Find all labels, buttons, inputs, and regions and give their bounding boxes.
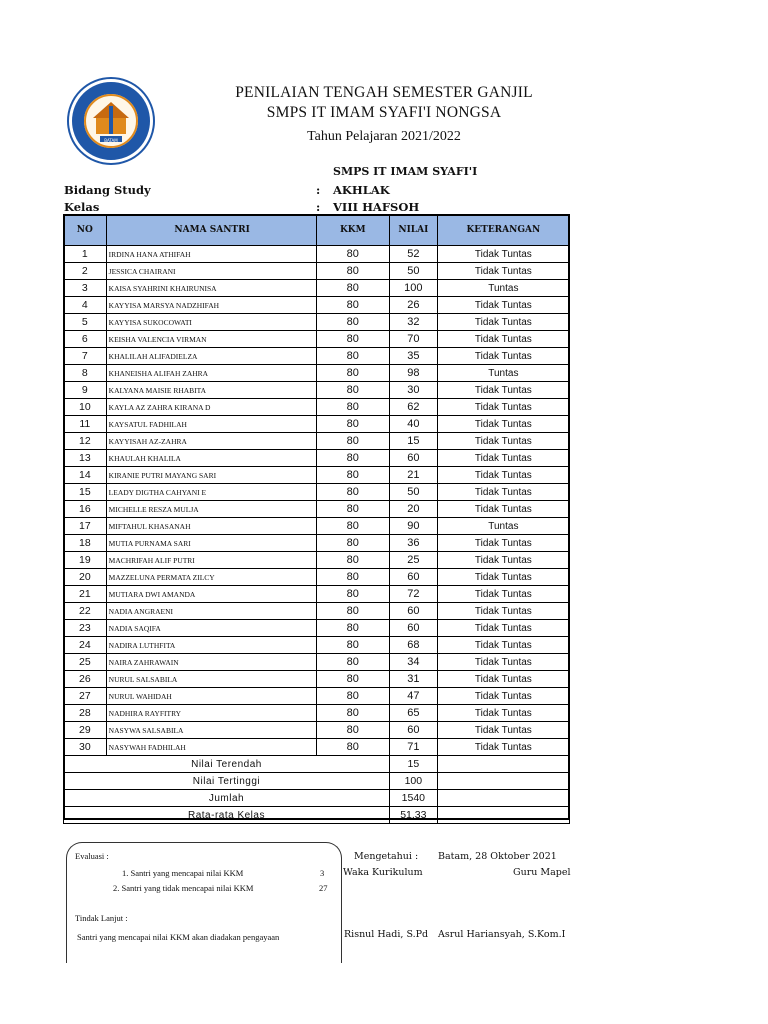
score-value: 71 bbox=[389, 739, 437, 756]
status-value: Tidak Tuntas bbox=[437, 603, 569, 620]
score-value: 30 bbox=[389, 382, 437, 399]
table-row bbox=[64, 416, 570, 433]
table-row bbox=[64, 280, 570, 297]
table-row bbox=[64, 535, 570, 552]
kkm-value: 80 bbox=[316, 433, 389, 450]
table-row bbox=[64, 586, 570, 603]
table-row bbox=[64, 467, 570, 484]
acknowledged-label: Mengetahui : bbox=[354, 851, 419, 862]
col-header-keterangan: KETERANGAN bbox=[437, 215, 569, 246]
table-row bbox=[64, 263, 570, 280]
table-row bbox=[64, 433, 570, 450]
kkm-value: 80 bbox=[316, 246, 389, 263]
table-row bbox=[64, 484, 570, 501]
status-value: Tidak Tuntas bbox=[437, 501, 569, 518]
kkm-value: 80 bbox=[316, 484, 389, 501]
table-row bbox=[64, 620, 570, 637]
student-name: NADIRA LUTHFITA bbox=[106, 637, 316, 654]
student-name: NURUL SALSABILA bbox=[106, 671, 316, 688]
row-number: 1 bbox=[64, 246, 107, 263]
evaluation-title: Evaluasi : bbox=[75, 851, 109, 861]
row-number: 29 bbox=[64, 722, 107, 739]
score-value: 50 bbox=[389, 484, 437, 501]
kkm-value: 80 bbox=[316, 654, 389, 671]
kkm-value: 80 bbox=[316, 331, 389, 348]
evaluation-failed-count: 27 bbox=[319, 883, 328, 893]
kkm-value: 80 bbox=[316, 280, 389, 297]
status-value: Tidak Tuntas bbox=[437, 654, 569, 671]
student-name: KALYANA MAISIE RHABITA bbox=[106, 382, 316, 399]
row-number: 8 bbox=[64, 365, 107, 382]
evaluation-box bbox=[66, 842, 342, 963]
status-value: Tuntas bbox=[437, 518, 569, 535]
score-value: 72 bbox=[389, 586, 437, 603]
row-number: 6 bbox=[64, 331, 107, 348]
teacher-role: Guru Mapel bbox=[513, 867, 571, 878]
student-name: KHALILAH ALIFADIELZA bbox=[106, 348, 316, 365]
kkm-value: 80 bbox=[316, 569, 389, 586]
col-header-no: NO bbox=[64, 215, 107, 246]
table-row bbox=[64, 382, 570, 399]
summary-label: Nilai Tertinggi bbox=[64, 773, 390, 790]
table-row bbox=[64, 365, 570, 382]
table-row bbox=[64, 518, 570, 535]
kkm-value: 80 bbox=[316, 518, 389, 535]
score-value: 70 bbox=[389, 331, 437, 348]
row-number: 27 bbox=[64, 688, 107, 705]
row-number: 17 bbox=[64, 518, 107, 535]
status-value: Tidak Tuntas bbox=[437, 314, 569, 331]
status-value: Tidak Tuntas bbox=[437, 535, 569, 552]
status-value: Tidak Tuntas bbox=[437, 586, 569, 603]
col-header-kkm: KKM bbox=[316, 215, 389, 246]
row-number: 20 bbox=[64, 569, 107, 586]
score-value: 36 bbox=[389, 535, 437, 552]
row-number: 30 bbox=[64, 739, 107, 756]
status-value: Tidak Tuntas bbox=[437, 399, 569, 416]
score-value: 34 bbox=[389, 654, 437, 671]
kkm-value: 80 bbox=[316, 416, 389, 433]
status-value: Tidak Tuntas bbox=[437, 569, 569, 586]
kkm-value: 80 bbox=[316, 365, 389, 382]
table-row bbox=[64, 297, 570, 314]
kkm-value: 80 bbox=[316, 450, 389, 467]
student-name: MICHELLE RESZA MULJA bbox=[106, 501, 316, 518]
row-number: 14 bbox=[64, 467, 107, 484]
kkm-value: 80 bbox=[316, 467, 389, 484]
kkm-value: 80 bbox=[316, 637, 389, 654]
table-row bbox=[64, 722, 570, 739]
score-value: 60 bbox=[389, 569, 437, 586]
row-number: 4 bbox=[64, 297, 107, 314]
status-value: Tidak Tuntas bbox=[437, 246, 569, 263]
followup-title: Tindak Lanjut : bbox=[75, 913, 128, 923]
row-number: 25 bbox=[64, 654, 107, 671]
teacher-name: Asrul Hariansyah, S.Kom.I bbox=[438, 929, 566, 940]
table-row bbox=[64, 331, 570, 348]
table-header-row bbox=[64, 215, 570, 246]
score-value: 68 bbox=[389, 637, 437, 654]
kkm-value: 80 bbox=[316, 535, 389, 552]
table-row bbox=[64, 654, 570, 671]
kkm-value: 80 bbox=[316, 705, 389, 722]
score-value: 60 bbox=[389, 603, 437, 620]
status-value: Tidak Tuntas bbox=[437, 671, 569, 688]
class-value: VIII HAFSOH bbox=[333, 200, 420, 214]
school-name: SMPS IT IMAM SYAFI'I NONGSA bbox=[266, 104, 502, 121]
status-value: Tuntas bbox=[437, 365, 569, 382]
status-value: Tidak Tuntas bbox=[437, 433, 569, 450]
row-number: 28 bbox=[64, 705, 107, 722]
status-value: Tidak Tuntas bbox=[437, 297, 569, 314]
student-name: NADIA SAQIFA bbox=[106, 620, 316, 637]
score-value: 25 bbox=[389, 552, 437, 569]
summary-empty-cell bbox=[437, 756, 569, 773]
status-value: Tidak Tuntas bbox=[437, 552, 569, 569]
evaluation-passed-count: 3 bbox=[320, 868, 325, 878]
status-value: Tidak Tuntas bbox=[437, 450, 569, 467]
score-value: 35 bbox=[389, 348, 437, 365]
kkm-value: 80 bbox=[316, 739, 389, 756]
table-row bbox=[64, 399, 570, 416]
row-number: 26 bbox=[64, 671, 107, 688]
row-number: 12 bbox=[64, 433, 107, 450]
grades-table bbox=[63, 214, 570, 824]
score-value: 90 bbox=[389, 518, 437, 535]
status-value: Tidak Tuntas bbox=[437, 688, 569, 705]
table-row bbox=[64, 739, 570, 756]
summary-value: 51.33 bbox=[389, 807, 437, 824]
evaluation-item-failed: 2. Santri yang tidak mencapai nilai KKM bbox=[113, 883, 254, 893]
evaluation-item-passed: 1. Santri yang mencapai nilai KKM bbox=[122, 868, 244, 878]
score-value: 20 bbox=[389, 501, 437, 518]
student-name: NASYWA SALSABILA bbox=[106, 722, 316, 739]
student-name: NURUL WAHIDAH bbox=[106, 688, 316, 705]
score-value: 47 bbox=[389, 688, 437, 705]
score-value: 60 bbox=[389, 722, 437, 739]
student-name: NADIA ANGRAENI bbox=[106, 603, 316, 620]
summary-label: Rata-rata Kelas bbox=[64, 807, 390, 824]
score-value: 52 bbox=[389, 246, 437, 263]
status-value: Tidak Tuntas bbox=[437, 484, 569, 501]
student-name: KAYLA AZ ZAHRA KIRANA D bbox=[106, 399, 316, 416]
score-value: 21 bbox=[389, 467, 437, 484]
score-value: 60 bbox=[389, 450, 437, 467]
student-name: KEISHA VALENCIA VIRMAN bbox=[106, 331, 316, 348]
row-number: 2 bbox=[64, 263, 107, 280]
student-name: MAZZELUNA PERMATA ZILCY bbox=[106, 569, 316, 586]
student-name: LEADY DIGTHA CAHYANI E bbox=[106, 484, 316, 501]
kkm-value: 80 bbox=[316, 399, 389, 416]
score-value: 100 bbox=[389, 280, 437, 297]
school-subtitle: SMPS IT IMAM SYAFI'I bbox=[333, 165, 478, 178]
table-row bbox=[64, 705, 570, 722]
kkm-value: 80 bbox=[316, 688, 389, 705]
row-number: 9 bbox=[64, 382, 107, 399]
student-name: KAYYISAH AZ-ZAHRA bbox=[106, 433, 316, 450]
row-number: 24 bbox=[64, 637, 107, 654]
table-row bbox=[64, 671, 570, 688]
student-name: KIRANIE PUTRI MAYANG SARI bbox=[106, 467, 316, 484]
student-name: KAYSATUL FADHILAH bbox=[106, 416, 316, 433]
table-row bbox=[64, 688, 570, 705]
status-value: Tidak Tuntas bbox=[437, 467, 569, 484]
row-number: 5 bbox=[64, 314, 107, 331]
row-number: 19 bbox=[64, 552, 107, 569]
summary-row bbox=[64, 790, 570, 807]
table-row bbox=[64, 314, 570, 331]
row-number: 10 bbox=[64, 399, 107, 416]
svg-text:BATAM: BATAM bbox=[104, 138, 118, 143]
row-number: 11 bbox=[64, 416, 107, 433]
row-number: 21 bbox=[64, 586, 107, 603]
student-name: NADHIRA RAYFITRY bbox=[106, 705, 316, 722]
row-number: 3 bbox=[64, 280, 107, 297]
row-number: 22 bbox=[64, 603, 107, 620]
student-name: KAYYISA MARSYA NADZHIFAH bbox=[106, 297, 316, 314]
kkm-value: 80 bbox=[316, 501, 389, 518]
kkm-value: 80 bbox=[316, 671, 389, 688]
row-number: 7 bbox=[64, 348, 107, 365]
student-name: JESSICA CHAIRANI bbox=[106, 263, 316, 280]
summary-empty-cell bbox=[437, 773, 569, 790]
kkm-value: 80 bbox=[316, 620, 389, 637]
row-number: 13 bbox=[64, 450, 107, 467]
table-row bbox=[64, 637, 570, 654]
student-name: KHANEISHA ALIFAH ZAHRA bbox=[106, 365, 316, 382]
status-value: Tidak Tuntas bbox=[437, 331, 569, 348]
status-value: Tidak Tuntas bbox=[437, 382, 569, 399]
kkm-value: 80 bbox=[316, 603, 389, 620]
subject-colon: : bbox=[316, 183, 321, 197]
status-value: Tidak Tuntas bbox=[437, 263, 569, 280]
place-date: Batam, 28 Oktober 2021 bbox=[438, 851, 557, 862]
score-value: 15 bbox=[389, 433, 437, 450]
student-name: MUTIARA DWI AMANDA bbox=[106, 586, 316, 603]
row-number: 15 bbox=[64, 484, 107, 501]
summary-label: Jumlah bbox=[64, 790, 390, 807]
col-header-name: NAMA SANTRI bbox=[106, 215, 316, 246]
student-name: KAISA SYAHRINI KHAIRUNISA bbox=[106, 280, 316, 297]
status-value: Tidak Tuntas bbox=[437, 705, 569, 722]
kkm-value: 80 bbox=[316, 263, 389, 280]
status-value: Tidak Tuntas bbox=[437, 416, 569, 433]
score-value: 98 bbox=[389, 365, 437, 382]
row-number: 23 bbox=[64, 620, 107, 637]
summary-empty-cell bbox=[437, 790, 569, 807]
student-name: MIFTAHUL KHASANAH bbox=[106, 518, 316, 535]
academic-year: Tahun Pelajaran 2021/2022 bbox=[307, 129, 461, 144]
table-row bbox=[64, 603, 570, 620]
kkm-value: 80 bbox=[316, 586, 389, 603]
student-name: MUTIA PURNAMA SARI bbox=[106, 535, 316, 552]
score-value: 40 bbox=[389, 416, 437, 433]
class-label: Kelas bbox=[64, 200, 100, 214]
subject-label: Bidang Study bbox=[64, 183, 151, 197]
status-value: Tidak Tuntas bbox=[437, 739, 569, 756]
status-value: Tidak Tuntas bbox=[437, 348, 569, 365]
student-name: NASYWAH FADHILAH bbox=[106, 739, 316, 756]
student-name: IRDINA HANA ATHIFAH bbox=[106, 246, 316, 263]
table-row bbox=[64, 569, 570, 586]
row-number: 16 bbox=[64, 501, 107, 518]
document-title: PENILAIAN TENGAH SEMESTER GANJIL bbox=[235, 84, 533, 101]
student-name: NAIRA ZAHRAWAIN bbox=[106, 654, 316, 671]
status-value: Tuntas bbox=[437, 280, 569, 297]
status-value: Tidak Tuntas bbox=[437, 637, 569, 654]
kkm-value: 80 bbox=[316, 722, 389, 739]
student-name: KHAULAH KHALILA bbox=[106, 450, 316, 467]
summary-value: 1540 bbox=[389, 790, 437, 807]
summary-row bbox=[64, 756, 570, 773]
subject-value: AKHLAK bbox=[333, 183, 390, 197]
summary-value: 100 bbox=[389, 773, 437, 790]
score-value: 60 bbox=[389, 620, 437, 637]
col-header-nilai: NILAI bbox=[389, 215, 437, 246]
table-row bbox=[64, 552, 570, 569]
student-name: MACHRIFAH ALIF PUTRI bbox=[106, 552, 316, 569]
score-value: 62 bbox=[389, 399, 437, 416]
status-value: Tidak Tuntas bbox=[437, 620, 569, 637]
score-value: 32 bbox=[389, 314, 437, 331]
kkm-value: 80 bbox=[316, 552, 389, 569]
kkm-value: 80 bbox=[316, 348, 389, 365]
score-value: 65 bbox=[389, 705, 437, 722]
score-value: 50 bbox=[389, 263, 437, 280]
status-value: Tidak Tuntas bbox=[437, 722, 569, 739]
table-row bbox=[64, 501, 570, 518]
kkm-value: 80 bbox=[316, 382, 389, 399]
summary-label: Nilai Terendah bbox=[64, 756, 390, 773]
followup-text: Santri yang mencapai nilai KKM akan diadakan pengayaan bbox=[77, 932, 280, 942]
student-name: KAYYISA SUKOCOWATI bbox=[106, 314, 316, 331]
summary-row bbox=[64, 773, 570, 790]
kkm-value: 80 bbox=[316, 297, 389, 314]
summary-row bbox=[64, 807, 570, 824]
table-row bbox=[64, 348, 570, 365]
table-row bbox=[64, 450, 570, 467]
summary-empty-cell bbox=[437, 807, 569, 824]
table-row bbox=[64, 246, 570, 263]
vice-principal-role: Waka Kurikulum bbox=[343, 867, 423, 878]
score-value: 31 bbox=[389, 671, 437, 688]
summary-value: 15 bbox=[389, 756, 437, 773]
class-colon: : bbox=[316, 200, 321, 214]
row-number: 18 bbox=[64, 535, 107, 552]
vice-principal-name: Risnul Hadi, S.Pd bbox=[344, 929, 429, 940]
kkm-value: 80 bbox=[316, 314, 389, 331]
score-value: 26 bbox=[389, 297, 437, 314]
